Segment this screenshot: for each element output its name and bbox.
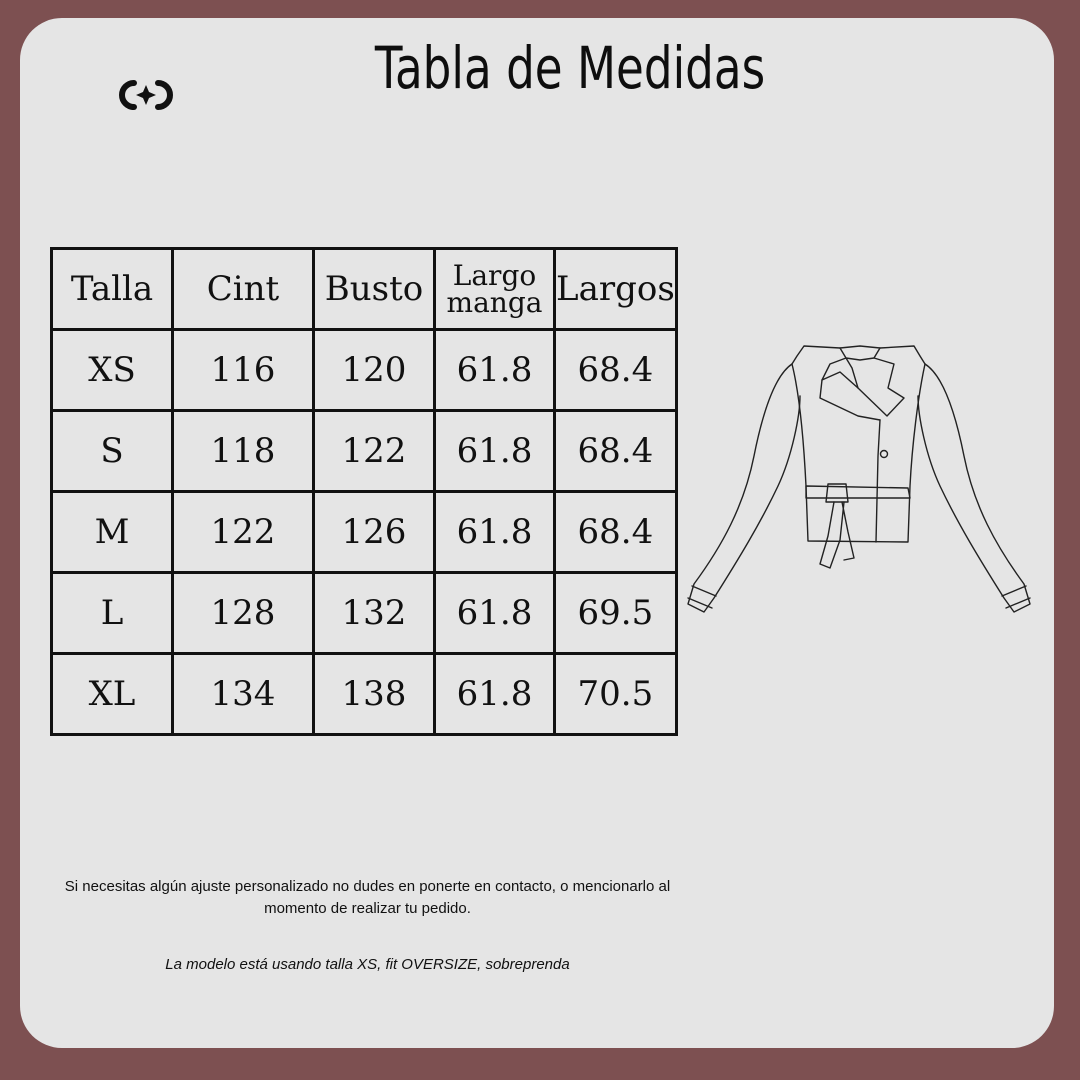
model-size-note: La modelo está usando talla XS, fit OVERSIZE, sobreprenda [165, 956, 570, 973]
cell-busto: 138 [314, 654, 435, 735]
cell-talla: L [52, 573, 173, 654]
cell-talla: M [52, 492, 173, 573]
header-cint: Cint [173, 249, 314, 330]
cell-cint: 122 [173, 492, 314, 573]
header-busto: Busto [314, 249, 435, 330]
table-row [52, 492, 677, 573]
table-header-row [52, 249, 677, 330]
cell-cint: 116 [173, 330, 314, 411]
cell-largos: 68.4 [555, 411, 677, 492]
cell-busto: 126 [314, 492, 435, 573]
cell-cint: 128 [173, 573, 314, 654]
cell-talla: XL [52, 654, 173, 735]
header-talla: Talla [52, 249, 173, 330]
page-title: Tabla de Medidas [374, 34, 766, 102]
cell-largo-manga: 61.8 [435, 573, 555, 654]
table-row [52, 654, 677, 735]
header-largo-manga-line2: manga [446, 286, 543, 319]
cell-largos: 68.4 [555, 492, 677, 573]
cell-largos: 69.5 [555, 573, 677, 654]
cell-talla: S [52, 411, 173, 492]
jacket-illustration-icon [682, 336, 1038, 626]
custom-fit-note: Si necesitas algún ajuste personalizado no dudes en ponerte en contacto, o mencionarlo al momento de realizar tu pedido. [64, 878, 671, 917]
cell-largo-manga: 61.8 [435, 654, 555, 735]
table-row [52, 330, 677, 411]
header-largo-manga [435, 249, 555, 330]
cell-largos: 68.4 [555, 330, 677, 411]
size-table [50, 247, 678, 736]
cell-largo-manga: 61.8 [435, 492, 555, 573]
cell-largos: 70.5 [555, 654, 677, 735]
cell-largo-manga: 61.8 [435, 330, 555, 411]
cell-busto: 120 [314, 330, 435, 411]
cell-talla: XS [52, 330, 173, 411]
cell-busto: 122 [314, 411, 435, 492]
cell-largo-manga: 61.8 [435, 411, 555, 492]
cell-cint: 118 [173, 411, 314, 492]
table-row [52, 411, 677, 492]
header-largos: Largos [555, 249, 677, 330]
cell-cint: 134 [173, 654, 314, 735]
table-row [52, 573, 677, 654]
cell-busto: 132 [314, 573, 435, 654]
header-largo-manga-line1: Largo [452, 259, 537, 292]
